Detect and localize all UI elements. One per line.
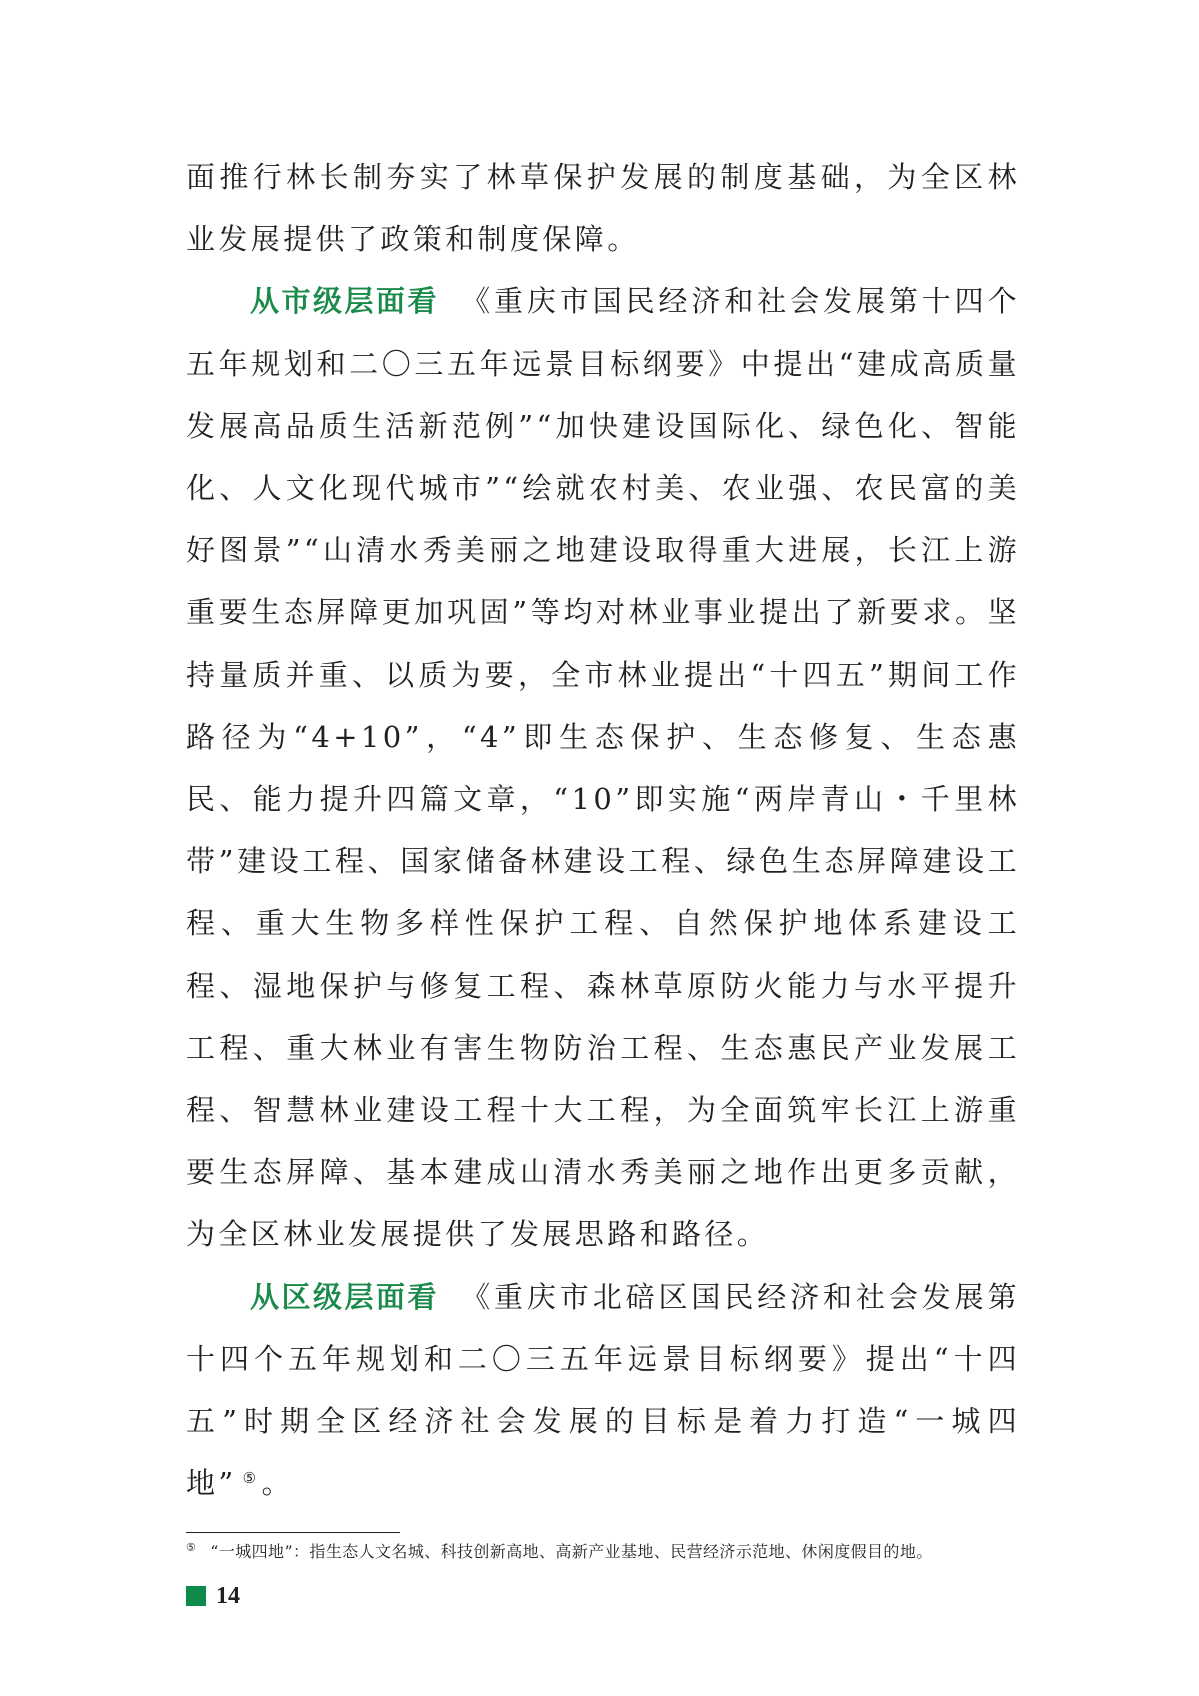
footnote-text: “一城四地”：指生态人文名城、科技创新高地、高新产业基地、民营经济示范地、休闲度假目的地。: [210, 1542, 933, 1561]
paragraph-district-level-text: 《重庆市北碚区国民经济和社会发展第十四个五年规划和二〇三五年远景目标纲要》提出“十四五”时期全区经济社会发展的目标是着力打造“一城四地”: [186, 1279, 1020, 1501]
footnote-reference[interactable]: ⑤: [242, 1468, 260, 1487]
page-number-marker-icon: [186, 1586, 206, 1606]
page-number: 14: [216, 1583, 240, 1609]
body-text: [186, 146, 1020, 1514]
paragraph-city-level-text: 《重庆市国民经济和社会发展第十四个五年规划和二〇三五年远景目标纲要》中提出“建成高质量发展高品质生活新范例”“加快建设国际化、绿色化、智能化、人文化现代城市”“绘就农村美、农业强、农民富的美好图景”“山清水秀美丽之地建设取得重大进展，长江上游重要生态屏障更加巩固”等均对林业事业提出了新要求。坚持量质并重、以质为要，全市林业提出“十四五”期间工作路径为“4+10”，“4”即生态保护、生态修复、生态惠民、能力提升四篇文章，“10”即实施“两岸青山・千里林带”建设工程、国家储备林建设工程、绿色生态屏障建设工程、重大生物多样性保护工程、自然保护地体系建设工程、湿地保护与修复工程、森林草原防火能力与水平提升工程、重大林业有害生物防治工程、生态惠民产业发展工程、智慧林业建设工程十大工程，为全面筑牢长江上游重要生态屏障、基本建成山清水秀美丽之地作出更多贡献，为全区林业发展提供了发展思路和路径。: [186, 284, 1020, 1252]
section-heading-district-level: 从区级层面看: [250, 1279, 440, 1314]
section-heading-city-level: 从市级层面看: [250, 284, 440, 319]
paragraph-1: [186, 146, 1020, 270]
paragraph-district-level: [186, 1266, 1020, 1515]
paragraph-city-level: [186, 270, 1020, 1265]
footnote-mark: ⑤: [186, 1540, 197, 1554]
paragraph-end-punct: 。: [261, 1466, 294, 1501]
footnote-divider: [186, 1532, 400, 1533]
footnote: [186, 1540, 1046, 1564]
paragraph-1-text: 面推行林长制夯实了林草保护发展的制度基础，为全区林业发展提供了政策和制度保障。: [186, 160, 1020, 257]
